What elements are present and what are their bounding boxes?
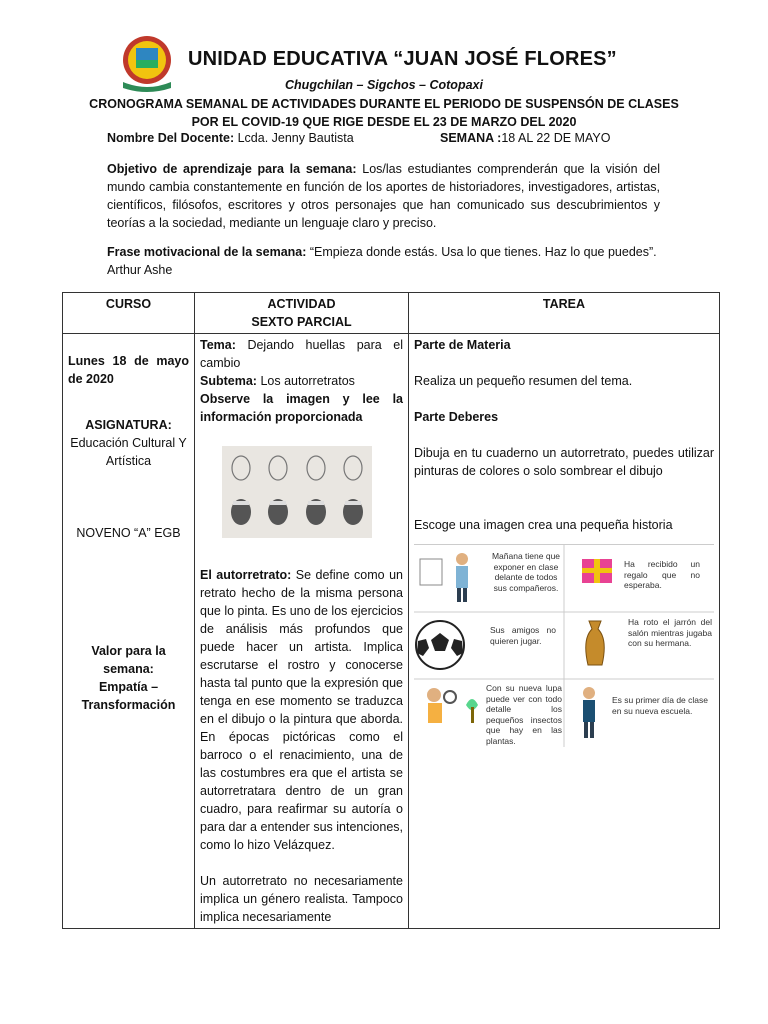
story-prompt-6: Es su primer día de clase en su nueva escuela. — [612, 695, 708, 716]
story-prompt-4: Ha roto el jarrón del salón mientras jugaba con su hermana. — [628, 617, 712, 648]
topic-label: Tema: — [200, 338, 236, 352]
teacher-line — [107, 131, 354, 145]
table-row — [63, 334, 720, 929]
topic — [200, 336, 403, 372]
subtopic — [200, 372, 403, 390]
table-header-row — [63, 293, 720, 334]
week-value: 18 AL 22 DE MAYO — [501, 131, 611, 145]
teacher-name: Lcda. Jenny Bautista — [237, 131, 354, 145]
motivational-phrase — [107, 243, 660, 279]
header-actividad-line2: SEXTO PARCIAL — [251, 315, 352, 329]
story-prompt-2: Ha recibido un regalo que no esperaba. — [624, 559, 700, 590]
subtopic-label: Subtema: — [200, 374, 257, 388]
subject-name: Educación Cultural Y Artística — [70, 436, 187, 468]
instruction: Observe la imagen y lee la información proporcionada — [200, 392, 403, 424]
value-label: Valor para la semana: — [91, 644, 166, 676]
concept-paragraph-2: Un autorretrato no necesariamente implica un género realista. Tampoco implica necesariamente — [200, 874, 403, 924]
class-date: Lunes 18 de mayo de 2020 — [68, 354, 189, 386]
concept-text: Se define como un retrato hecho de la misma persona que lo pinta. Es uno de los ejercicios de análisis más profundos que puede hacer un artista. Implica escrutarse el rostro y conocerse hasta tal punto que la expresión que tenga en ese momento se traduzca en el dibujo o la pintura que aborda. En épocas pictóricas como el barroco o el renacimiento, una de las costumbres era que el artista se autorretratara dentro de un gran cuadro, para reafirmar su autoría o para dar a entender sus intenciones, como lo hizo Velázquez. — [200, 568, 403, 852]
header-actividad — [195, 293, 409, 334]
actividad-cell — [195, 334, 409, 929]
self-portraits-image — [222, 446, 372, 538]
header-tarea: TAREA — [409, 293, 720, 334]
school-name: UNIDAD EDUCATIVA “JUAN JOSÉ FLORES” — [188, 48, 617, 70]
teacher-label: Nombre Del Docente: — [107, 131, 235, 145]
activities-table — [62, 292, 720, 929]
part2-label: Parte Deberes — [414, 410, 499, 424]
phrase-author: Arthur Ashe — [107, 263, 173, 277]
concept-label: El autorretrato: — [200, 568, 292, 582]
value-text: Empatía – Transformación — [81, 680, 176, 712]
schedule-title — [0, 95, 768, 131]
schedule-title-line1: CRONOGRAMA SEMANAL DE ACTIVIDADES DURANTE EL PERIODO DE SUSPENSÓN DE CLASES — [89, 97, 679, 111]
grade: NOVENO “A” EGB — [76, 526, 181, 540]
week-label: SEMANA : — [440, 131, 502, 145]
topic-text: Dejando huellas para el cambio — [200, 338, 403, 370]
story-prompts-image — [414, 544, 714, 747]
story-prompt-1: Mañana tiene que exponer en clase delante de todos sus compañeros. — [491, 551, 561, 593]
part1-text: Realiza un pequeño resumen del tema. — [414, 374, 633, 388]
tarea-cell — [409, 334, 720, 929]
part1-label: Parte de Materia — [414, 338, 511, 352]
curso-cell — [63, 334, 195, 929]
story-prompt-5: Con su nueva lupa puede ver con todo detalle los pequeños insectos que hay en las plantas. — [486, 683, 562, 746]
phrase-label: Frase motivacional de la semana: — [107, 245, 307, 259]
week-line — [440, 131, 610, 145]
school-location: Chugchilan – Sigchos – Cotopaxi — [285, 78, 483, 92]
objective-text: Los/las estudiantes comprenderán que la visión del mundo cambia constantemente en función de los aportes de historiadores, investigadores, artistas, científicos, filósofos, escritores y otros personajes que han comunicado sus descubrimientos y teorías a la sociedad, mediante un lenguaje claro y preciso. — [107, 162, 660, 230]
objective-label: Objetivo de aprendizaje para la semana: — [107, 162, 357, 176]
part2-text: Dibuja en tu cuaderno un autorretrato, puedes utilizar pinturas de colores o solo sombrear el dibujo — [414, 446, 714, 478]
subject-label: ASIGNATURA: — [85, 418, 172, 432]
header-actividad-line1: ACTIVIDAD — [267, 297, 336, 311]
subtopic-text: Los autorretratos — [260, 374, 355, 388]
concept-paragraph — [200, 566, 403, 854]
story-prompt-3: Sus amigos no quieren jugar. — [490, 625, 556, 646]
part3-text: Escoge una imagen crea una pequeña historia — [414, 518, 673, 532]
schedule-title-line2: POR EL COVID-19 QUE RIGE DESDE EL 23 DE MARZO DEL 2020 — [191, 115, 577, 129]
header-curso: CURSO — [63, 293, 195, 334]
learning-objective — [107, 160, 660, 232]
phrase-text: “Empieza donde estás. Usa lo que tienes. Haz lo que puedes”. — [309, 245, 657, 259]
